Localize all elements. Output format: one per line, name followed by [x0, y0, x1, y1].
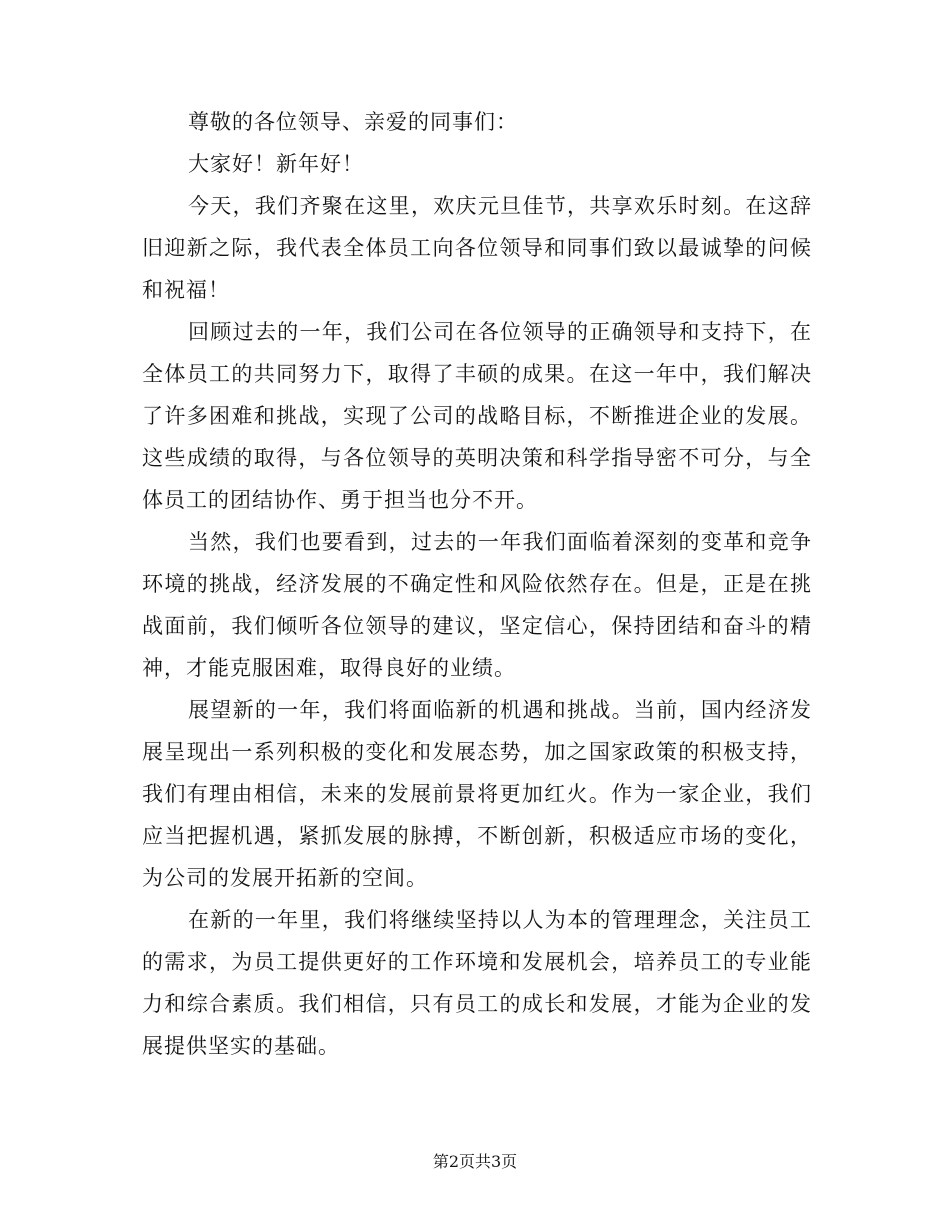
paragraph-3: 当然，我们也要看到，过去的一年我们面临着深刻的变革和竞争环境的挑战，经济发展的不确定性和风险依然存在。但是，正是在挑战面前，我们倾听各位领导的建议，坚定信心，保持团结和奋斗的精神，才能克服困难，取得良好的业绩。 — [142, 530, 812, 680]
document-body — [142, 101, 812, 1067]
paragraph-4: 展望新的一年，我们将面临新的机遇和挑战。当前，国内经济发展呈现出一系列积极的变化和发展态势，加之国家政策的积极支持，我们有理由相信，未来的发展前景将更加红火。作为一家企业，我们应当把握机遇，紧抓发展的脉搏，不断创新，积极适应市场的变化，为公司的发展开拓新的空间。 — [142, 698, 812, 890]
paragraph-2: 回顾过去的一年，我们公司在各位领导的正确领导和支持下，在全体员工的共同努力下，取得了丰硕的成果。在这一年中，我们解决了许多困难和挑战，实现了公司的战略目标，不断推进企业的发展。这些成绩的取得，与各位领导的英明决策和科学指导密不可分，与全体员工的团结协作、勇于担当也分不开。 — [142, 320, 812, 512]
paragraph-5: 在新的一年里，我们将继续坚持以人为本的管理理念，关注员工的需求，为员工提供更好的工作环境和发展机会，培养员工的专业能力和综合素质。我们相信，只有员工的成长和发展，才能为企业的发展提供坚实的基础。 — [142, 908, 812, 1058]
greeting-line: 尊敬的各位领导、亲爱的同事们： — [188, 110, 518, 134]
page-number-footer: 第2页共3页 — [432, 1152, 518, 1171]
salutation-line: 大家好！新年好！ — [188, 152, 364, 176]
paragraph-1: 今天，我们齐聚在这里，欢庆元旦佳节，共享欢乐时刻。在这辞旧迎新之际，我代表全体员工向各位领导和同事们致以最诚挚的问候和祝福！ — [142, 194, 812, 302]
